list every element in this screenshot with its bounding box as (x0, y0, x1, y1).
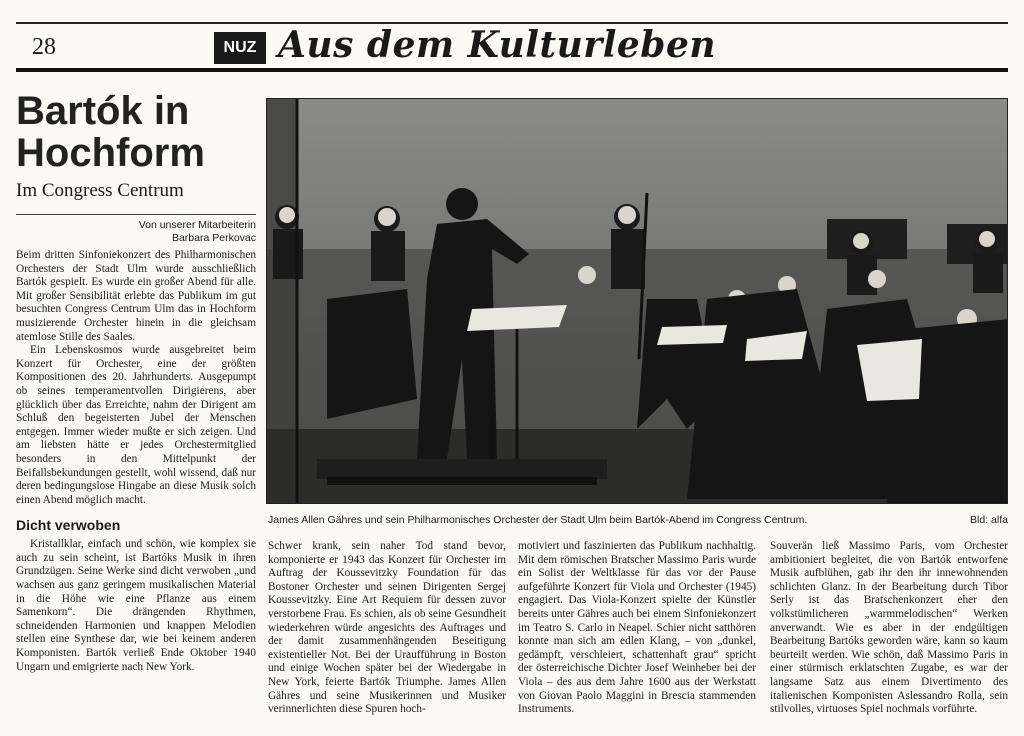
article-intro (16, 249, 256, 507)
byline-divider (16, 214, 256, 215)
section-title: Aus dem Kulturleben (278, 24, 717, 66)
subhead-dicht-verwoben: Dicht verwoben (16, 517, 121, 534)
byline-line-1: Von unserer Mitarbeiterin (138, 219, 256, 231)
byline (16, 219, 256, 245)
orchestra-photo (266, 98, 1008, 504)
article-column-3: Souverän ließ Massimo Paris, vom Orchester ambitioniert begleitet, die von Bartók entworfene Musik aufblühen, gab ihr den ihr innewohnenden schlichten Glanz. In der Bearbeitung durch Tibor Serly ist das Bratschenkonzert eher den volkstümlicheren „warmmelodischen“ Werken anverwandt. Wie es aber in der endgültigen Bearbeitung Bartóks geworden wäre, kann so kaum beurteilt werden. Wie schön, daß Massimo Paris in einer stürmisch erklatschten Zugabe, es war der langsame Satz aus einem Divertimento des italienischen Komponisten Aslessandro Rolla, sein stilvolles, virtuoses Spiel nochmals vorführte. (770, 540, 1008, 716)
photo-credit: Bld: alfa (970, 514, 1008, 526)
paragraph-3: Kristallklar, einfach und schön, wie komplex sie auch zu sein scheint, ist Bartóks Musik in ihren Grundzügen. Seine Werke sind dicht verwoben „und wachsen aus ganz geringem musikalischen Material in die Höhe wie eine Pflanze aus einem Samenkorn“. Die drängenden Rhythmen, schneidenden Harmonien und knappen Melodien stellen eine Synthese dar, wie bei keinem anderen Komponisten. Bartók verließ Ende Oktober 1940 Ungarn und emigrierte nach New York. (16, 538, 256, 673)
article-section-2 (16, 538, 256, 674)
paragraph-1: Beim dritten Sinfoniekonzert des Philharmonischen Orchesters der Stadt Ulm wurde ausschließlich Bartók gespielt. Es wurde ein großer Abend für alle. Mit großer Sensibilität erlebte das Publikum im gut besuchten Congress Centrum Ulm das in Hochform musizierende Orchester hinein in die gleichsam atemlose Stille des Saales. (16, 249, 256, 343)
newspaper-logo: NUZ (214, 32, 266, 64)
headline-line-1: Bartók in (16, 89, 190, 133)
headline (16, 90, 256, 174)
paragraph-2: Ein Lebenskosmos wurde ausgebreitet beim Konzert für Orchester, eine der größten Kompositionen des 20. Jahrhunderts. Ausgepumpt ob seines temperamentvollen Dirigierens, aber glücklich über das Erreichte, nahm der Dirigent am Schluß den begeisterten Jubel der Menschen entgegen. Immer wieder mußte er sich zeigen. Und am liebsten hätte er jedes Orchestermitglied besonders in den Mittelpunkt der Beifallsbekundungen gestellt, wohl wissend, daß nur deren bedingungslose Hingabe an diese Musik solch einen Abend möglich macht. (16, 344, 256, 506)
article-column-2: motiviert und faszinierten das Publikum nachhaltig. Mit dem römischen Bratscher Massimo Paris wurde ein Solist der Weltklasse für das vor der Pause aufgeführte Konzert für Viola und Orchester (1945) engagiert. Das Viola-Konzert spielte der Künstler bereits unter Gähres auch bei einem Sinfoniekonzert im Teatro S. Carlo in Neapel. Schier nicht satthören konnte man sich am edlen Klang, – von „dunkel, gedämpft, verschleiert, schattenhaft grau“ spricht der österreichische Dichter Josef Weinheber bei der Viola – des aus dem Jahre 1600 aus der Werkstatt von Giovan Paolo Maggini in Brescia stammenden Instruments. (518, 540, 756, 716)
page-header (16, 22, 1008, 72)
article-column-1: Schwer krank, sein naher Tod stand bevor, komponierte er 1943 das Konzert für Orchester im Auftrag der Koussevitzky Foundation für das Bostoner Orchester und seinen Dirigenten Sergej Koussevitzky. Eine Art Requiem für dessen zuvor verstorbene Frau. Es schien, als ob seine Gesundheit wiederkehren würde angesichts des Auftrages und der damit zusammenhängenden Beseitigung existentieller Not. Bei der Uraufführung in Boston und einige Wochen später bei der Wiedergabe in New York, feierte Bartók Triumphe. James Allen Gähres und seine Musikerinnen und Musiker verinnerlichten diese Spuren hoch- (268, 540, 506, 716)
orchestra-photo-illustration (267, 99, 1008, 504)
page-number: 28 (32, 34, 56, 60)
caption-text: James Allen Gähres und sein Philharmonisches Orchester der Stadt Ulm beim Bartók-Abend im Congress Centrum. (268, 514, 808, 526)
byline-author: Barbara Perkovac (171, 232, 256, 244)
headline-line-2: Hochform (16, 131, 205, 175)
left-column (16, 90, 256, 674)
subheadline: Im Congress Centrum (16, 180, 184, 201)
photo-caption (268, 514, 1008, 526)
